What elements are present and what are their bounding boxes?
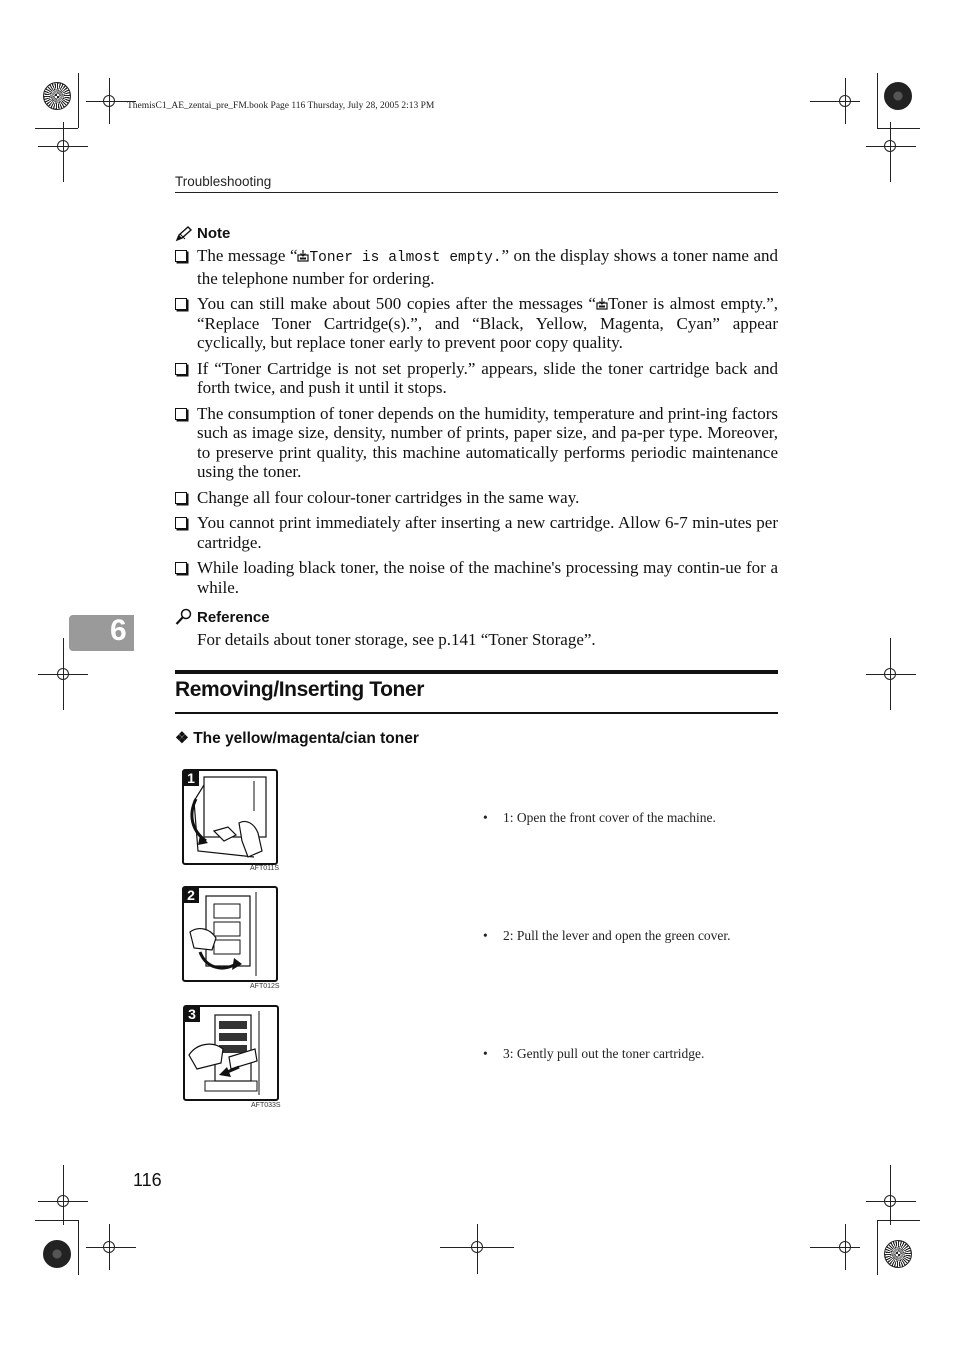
header-rule (175, 192, 778, 193)
list-item: You cannot print immediately after inserting a new cartridge. Allow 6-7 min-utes per cartridge. (175, 513, 778, 552)
registration-wheel-icon (43, 82, 71, 110)
list-item: The message “ Toner is almost empty.” on the display shows a toner name and the telephone number for ordering. (175, 246, 778, 288)
note-list (175, 246, 778, 603)
figure-code: AFT012S (250, 983, 280, 990)
section-title: Removing/Inserting Toner (175, 678, 425, 701)
list-item: While loading black toner, the noise of the machine's processing may contin-ue for a while. (175, 558, 778, 597)
chapter-number: 6 (110, 614, 127, 647)
note-heading (175, 225, 230, 242)
section-rule-bottom (175, 712, 778, 714)
running-head: Troubleshooting (175, 174, 272, 189)
note-label: Note (197, 225, 231, 242)
step-1-text: • 1: Open the front cover of the machine. (483, 810, 716, 825)
registration-wheel-icon (884, 82, 912, 110)
toner-icon (596, 298, 608, 310)
list-item: You can still make about 500 copies after the messages “ Toner is almost empty.”, “Replace Toner Cartridge(s).”, and “Black, Yellow, Magenta, Cyan” appear cyclically, but replace toner early to prevent poor copy quality. (175, 294, 778, 353)
magnifier-icon (175, 608, 193, 626)
page-number: 116 (133, 1170, 162, 1190)
list-item: If “Toner Cartridge is not set properly.” appears, slide the toner cartridge back and forth twice, and push it until it stops. (175, 359, 778, 398)
step-2-number: 2 (183, 887, 199, 903)
toner-icon (297, 250, 309, 262)
step-2-text: • 2: Pull the lever and open the green cover. (483, 928, 731, 943)
step-3-number: 3 (184, 1006, 200, 1022)
reference-text: For details about toner storage, see p.141 “Toner Storage”. (197, 630, 596, 649)
reference-heading (175, 608, 270, 626)
figure-code: AFT011S (250, 865, 280, 872)
step-1-number: 1 (183, 770, 199, 786)
book-info: ThemisC1_AE_zentai_pre_FM.book Page 116 Thursday, July 28, 2005 2:13 PM (127, 101, 435, 111)
step-3-text: • 3: Gently pull out the toner cartridge. (483, 1046, 705, 1061)
section-rule-top (175, 670, 778, 674)
registration-wheel-icon (884, 1240, 912, 1268)
list-item: The consumption of toner depends on the humidity, temperature and print-ing factors such as image size, density, number of prints, paper size, and pa-per type. Moreover, to preserve print quality, this machine automatically performs periodic maintenance using the toner. (175, 404, 778, 482)
subheading: ❖ The yellow/magenta/cian toner (175, 730, 419, 747)
reference-label: Reference (197, 608, 270, 626)
registration-wheel-icon (43, 1240, 71, 1268)
list-item: Change all four colour-toner cartridges in the same way. (175, 488, 778, 508)
pencil-icon (175, 226, 193, 242)
figure-code: AFT033S (251, 1102, 281, 1109)
